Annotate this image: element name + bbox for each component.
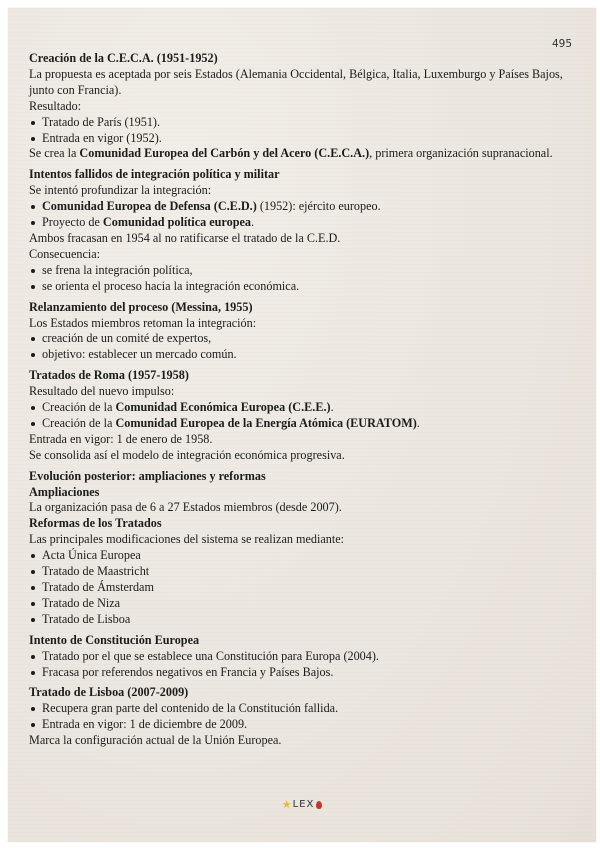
drop-icon (316, 801, 322, 809)
paragraph: Resultado: (29, 98, 82, 113)
section-lisboa (29, 685, 579, 749)
paragraph: Marca la configuración actual de la Unión Europea. (29, 733, 282, 748)
text-run: . (330, 400, 334, 415)
list-item: objetivo: establecer un mercado común. (29, 347, 579, 363)
text-run: Se crea la (29, 146, 80, 161)
paragraph: Resultado del nuevo impulso: (29, 384, 175, 399)
section-title: Intento de Constitución Europea (29, 632, 200, 647)
list-item: Tratado de Ámsterdam (29, 580, 579, 596)
document-content (29, 51, 579, 754)
section-title: Evolución posterior: ampliaciones y reformas (29, 468, 266, 483)
section-title: Tratado de Lisboa (2007-2009) (29, 685, 189, 700)
list-item: Tratado de Lisboa (29, 612, 579, 628)
list-item: creación de un comité de expertos, (29, 331, 579, 347)
bold-term: Comunidad política europea (102, 215, 251, 230)
bold-term: Comunidad Europea del Carbón y del Acero (C.E.C.A.) (79, 146, 370, 161)
list-item (29, 215, 579, 231)
paragraph: Consecuencia: (29, 246, 101, 261)
paragraph: La propuesta es aceptada por seis Estados (Alemania Occidental, Bélgica, Italia, Luxemburgo y Países Bajos, junto con Francia). (29, 66, 563, 97)
logo-text: LEX (292, 799, 315, 810)
paragraph: La organización pasa de 6 a 27 Estados miembros (desde 2007). (29, 500, 342, 515)
list-item: Recupera gran parte del contenido de la Constitución fallida. (29, 701, 579, 717)
text-run: . (251, 215, 255, 230)
section-evolucion (29, 469, 579, 628)
subsection-title: Ampliaciones (29, 484, 100, 499)
text-run: Proyecto de (42, 215, 103, 230)
paragraph: Entrada en vigor: 1 de enero de 1958. (29, 431, 213, 446)
bullet-list (29, 331, 579, 363)
paragraph (29, 146, 579, 162)
section-tratados-roma (29, 368, 579, 463)
section-title: Creación de la C.E.C.A. (1951-1952) (29, 51, 218, 65)
list-item: Tratado de París (1951). (29, 115, 579, 131)
paragraph: Ambos fracasan en 1954 al no ratificarse el tratado de la C.E.D. (29, 230, 341, 245)
footer-logo (8, 798, 596, 811)
section-intentos-fallidos (29, 167, 579, 294)
list-item: se orienta el proceso hacia la integración económica. (29, 279, 579, 295)
text-run: Creación de la (42, 415, 116, 430)
list-item: Entrada en vigor: 1 de diciembre de 2009. (29, 717, 579, 733)
paragraph: Las principales modificaciones del sistema se realizan mediante: (29, 532, 345, 547)
list-item (29, 400, 579, 416)
section-title: Intentos fallidos de integración política y militar (29, 167, 280, 182)
bullet-list (29, 115, 579, 147)
paragraph: Los Estados miembros retoman la integración: (29, 315, 257, 330)
bold-term: Comunidad Europea de la Energía Atómica (EURATOM) (115, 415, 417, 430)
bold-term: Comunidad Europea de Defensa (C.E.D.) (42, 199, 257, 214)
list-item: Acta Única Europea (29, 548, 579, 564)
text-run: . (416, 415, 420, 430)
bullet-list (29, 649, 579, 681)
section-title: Relanzamiento del proceso (Messina, 1955) (29, 299, 253, 314)
section-constitucion (29, 633, 579, 681)
list-item: se frena la integración política, (29, 263, 579, 279)
page-number: 495 (551, 38, 572, 50)
list-item: Tratado de Niza (29, 596, 579, 612)
paragraph: Se intentó profundizar la integración: (29, 183, 212, 198)
document-page (8, 8, 596, 842)
bullet-list (29, 548, 579, 628)
list-item (29, 199, 579, 215)
text-run: , primera organización supranacional. (369, 146, 553, 161)
subsection-title: Reformas de los Tratados (29, 516, 162, 531)
text-run: (1952): ejército europeo. (256, 199, 381, 214)
list-item: Fracasa por referendos negativos en Francia y Países Bajos. (29, 665, 579, 681)
paragraph: Se consolida así el modelo de integración económica progresiva. (29, 447, 345, 462)
bullet-list (29, 701, 579, 733)
bullet-list (29, 263, 579, 295)
list-item: Entrada en vigor (1952). (29, 131, 579, 147)
star-icon: ★ (281, 798, 293, 811)
bold-term: Comunidad Económica Europea (C.E.E.) (115, 400, 331, 415)
list-item (29, 416, 579, 432)
section-relanzamiento (29, 300, 579, 364)
section-title: Tratados de Roma (1957-1958) (29, 368, 189, 383)
section-ceca (29, 51, 579, 162)
bullet-list (29, 400, 579, 432)
bullet-list (29, 199, 579, 231)
list-item: Tratado de Maastricht (29, 564, 579, 580)
text-run: Creación de la (42, 400, 116, 415)
list-item: Tratado por el que se establece una Constitución para Europa (2004). (29, 649, 579, 665)
